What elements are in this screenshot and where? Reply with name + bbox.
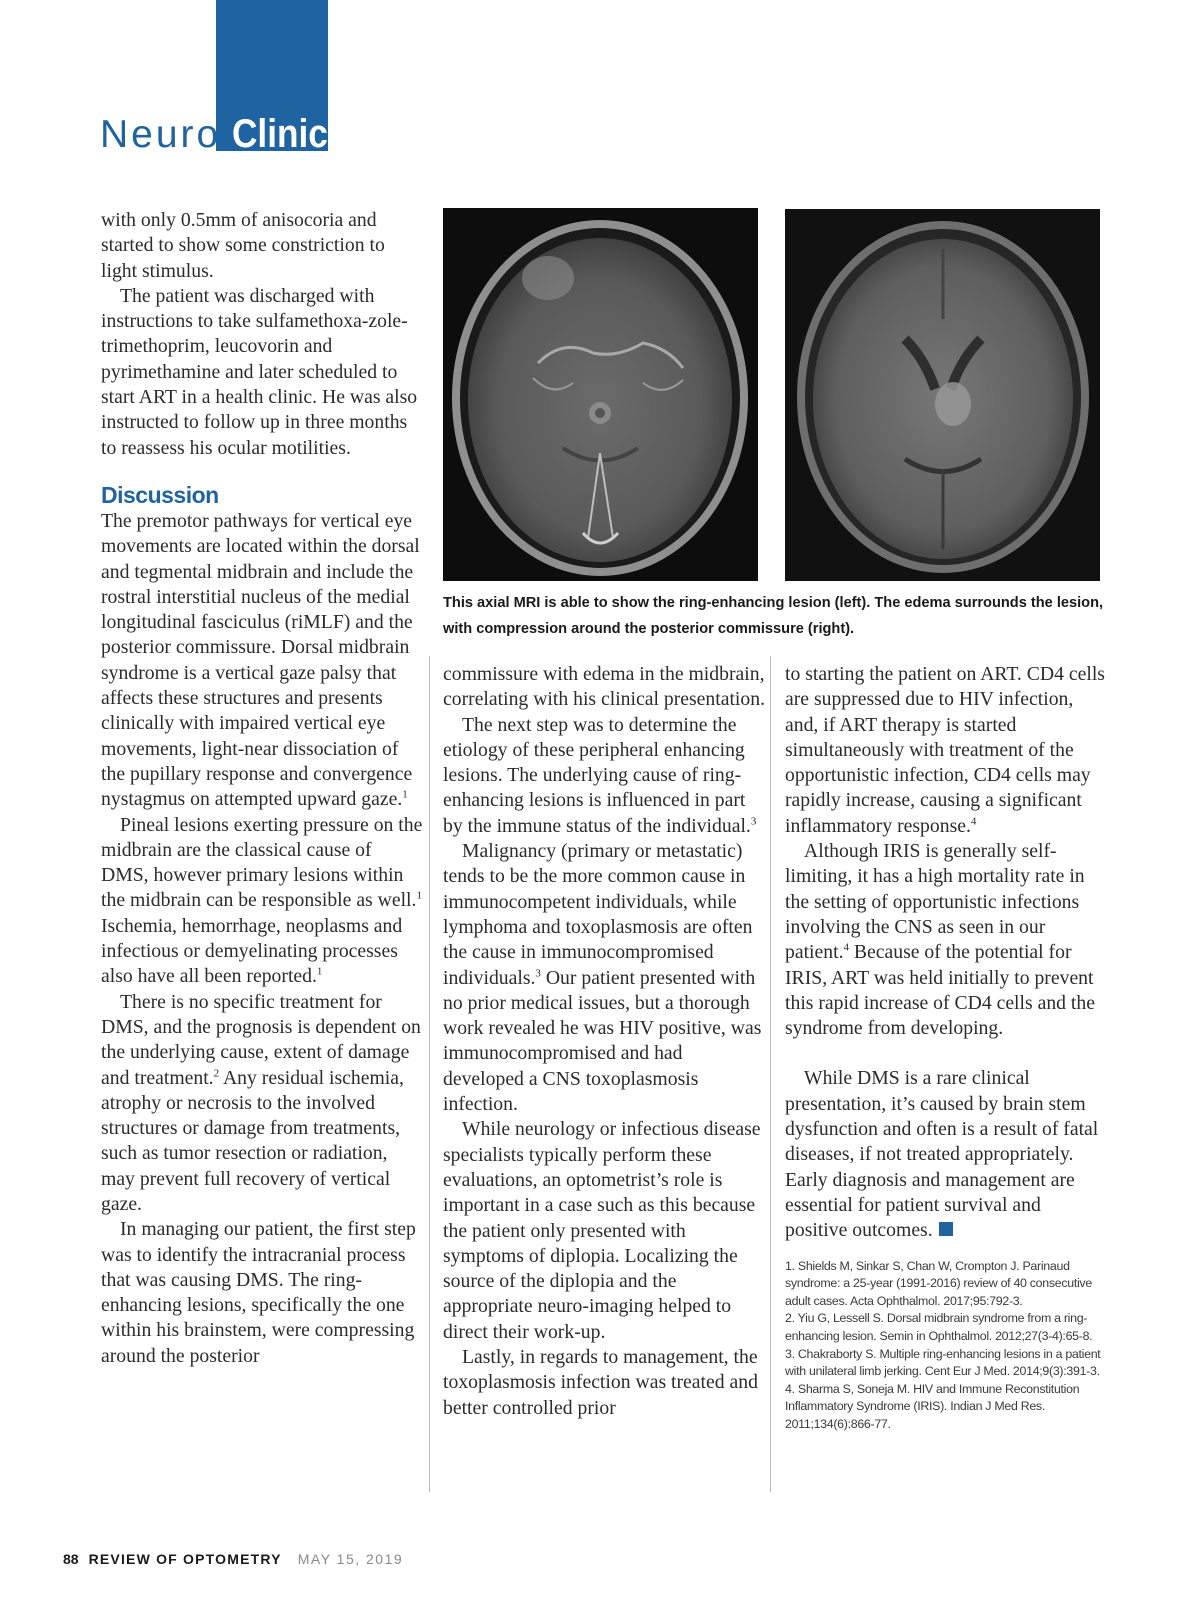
discussion-heading: Discussion bbox=[101, 481, 219, 508]
references-list bbox=[785, 1258, 1107, 1434]
col1-p4b-text: Ischemia, hemorrhage, neoplasms and infectious or demyelinating processes also have all been reported. bbox=[101, 914, 403, 988]
figure-caption: This axial MRI is able to show the ring-enhancing lesion (left). The edema surrounds the lesion, with compression around the posterior commissure (right). bbox=[443, 595, 1104, 637]
col3-p2b-text: Because of the potential for IRIS, ART was held initially to prevent this rapid increase of CD4 cells and the syndrome from developing. bbox=[785, 941, 1095, 1040]
column-divider bbox=[429, 656, 430, 1492]
section-title bbox=[100, 104, 341, 154]
ref-marker: 1 bbox=[416, 889, 422, 902]
ref-marker: 1 bbox=[402, 788, 408, 801]
col2-paragraph-5: Lastly, in regards to management, the toxoplasmosis infection was treated and better controlled prior bbox=[443, 1346, 758, 1419]
publication-name: REVIEW OF OPTOMETRY bbox=[88, 1551, 282, 1567]
column-divider bbox=[770, 656, 771, 1492]
issue-date: MAY 15, 2019 bbox=[297, 1551, 404, 1567]
col3-p3-text: While DMS is a rare clinical presentation, it’s caused by brain stem dysfunction and often is a result of fatal diseases, if not treated appropriately. Early diagnosis and management are essential for patient survival and positive outcomes. bbox=[785, 1067, 1099, 1242]
section-title-clinic: Clinic bbox=[232, 112, 329, 156]
article-column-1 bbox=[101, 208, 423, 1369]
col1-paragraph-1: with only 0.5mm of anisocoria and started to show some constriction to light stimulus. bbox=[101, 209, 385, 282]
mri-right-graphic bbox=[785, 209, 1100, 581]
reference-item: 2. Yiu G, Lessell S. Dorsal midbrain syndrome from a ring-enhancing lesion. Semin in Ophthalmol. 2012;27(3-4):65-8. bbox=[785, 1311, 1093, 1343]
page-number: 88 bbox=[63, 1551, 79, 1567]
ref-marker: 3 bbox=[750, 815, 757, 828]
ref-marker: 1 bbox=[316, 965, 323, 978]
col1-paragraph-4 bbox=[101, 813, 423, 990]
col1-p3-text: The premotor pathways for vertical eye movements are located within the dorsal and tegmental midbrain and include the rostral interstitial nucleus of the medial longitudinal fasciculus (riMLF) and the posterior commissure. Dorsal midbrain syndrome is a vertical gaze palsy that affects these structures and presents clinically with impaired vertical eye movements, light-near dissociation of the pupillary response and convergence nystagmus on attempted upward gaze. bbox=[101, 509, 420, 811]
section-title-neuro: Neuro bbox=[100, 113, 222, 156]
col2-paragraph-4: While neurology or infectious disease specialists typically perform these evaluations, an optometrist’s role is important in a case such as this because the patient only presented with symptoms of diplopia. Localizing the source of the diplopia and the appropriate neuro-imaging helped to direct their work-up. bbox=[443, 1118, 761, 1343]
reference-item: 3. Chakraborty S. Multiple ring-enhancing lesions in a patient with unilateral limb jerking. Cent Eur J Med. 2014;9(3):391-3. bbox=[785, 1346, 1101, 1379]
col2-paragraph-1: commissure with edema in the midbrain, correlating with his clinical presentation. bbox=[443, 663, 766, 711]
col2-p2-text: The next step was to determine the etiology of these peripheral enhancing lesions. The underlying cause of ring-enhancing lesions is influenced in part by the immune status of the individual. bbox=[443, 713, 751, 837]
article-end-mark bbox=[939, 1222, 953, 1236]
ref-marker: 2 bbox=[213, 1066, 220, 1079]
col3-p1-text: to starting the patient on ART. CD4 cells are suppressed due to HIV infection, and, if ART therapy is started simultaneously with treatment of the opportunistic infection, CD4 cells may rapidly increase, causing a significant inflammatory response. bbox=[785, 663, 1105, 837]
page-footer bbox=[63, 1551, 403, 1567]
col1-paragraph-5 bbox=[101, 990, 423, 1218]
col3-p2a-text: Although IRIS is generally self-limiting, it has a high mortality rate in the setting of opportunistic infections involving the CNS as seen in our patient. bbox=[785, 840, 1085, 964]
article-column-2 bbox=[443, 662, 765, 1421]
ref-marker: 3 bbox=[535, 967, 541, 979]
col3-paragraph-1 bbox=[785, 662, 1107, 839]
reference-item: 4. Sharma S, Soneja M. HIV and Immune Reconstitution Inflammatory Syndrome (IRIS). Indian J Med Res. 2011;134(6):866-77. bbox=[785, 1381, 1080, 1431]
col2-paragraph-2 bbox=[443, 713, 765, 839]
ref-marker: 4 bbox=[843, 941, 849, 954]
col3-paragraph-2 bbox=[785, 839, 1107, 1041]
col1-p4a-text: Pineal lesions exerting pressure on the midbrain are the classical cause of DMS, however primary lesions within the midbrain can be responsible as well. bbox=[101, 813, 423, 912]
mri-image-right bbox=[785, 209, 1100, 581]
col1-p5b-text: Any residual ischemia, atrophy or necrosis to the involved structures or damage from treatments, such as tumor resection or radiation, may prevent full recovery of vertical gaze. bbox=[101, 1066, 404, 1215]
ref-marker: 4 bbox=[970, 815, 977, 828]
col1-paragraph-3 bbox=[101, 509, 423, 813]
mri-left-graphic bbox=[443, 208, 758, 581]
article-column-3 bbox=[785, 662, 1107, 1433]
col1-p5a-text: There is no specific treatment for DMS, and the prognosis is dependent on the underlying cause, extent of damage and treatment. bbox=[101, 990, 421, 1089]
col2-paragraph-3 bbox=[443, 839, 765, 1117]
col3-paragraph-3 bbox=[785, 1066, 1107, 1243]
col2-p3b-text: Our patient presented with no prior medical issues, but a thorough work revealed he was HIV positive, was immunocompromised and had developed a CNS toxoplasmosis infection. bbox=[443, 966, 762, 1116]
reference-item: 1. Shields M, Sinkar S, Chan W, Crompton J. Parinaud syndrome: a 25-year (1991-2016) review of 40 consecutive adult cases. Acta Ophthalmol. 2017;95:792-3. bbox=[785, 1258, 1092, 1308]
col1-paragraph-6: In managing our patient, the first step was to identify the intracranial process that was causing DMS. The ring-enhancing lesions, specifically the one within his brainstem, were compressing around the posterior bbox=[101, 1218, 416, 1367]
mri-image-left bbox=[443, 208, 758, 581]
col2-p3a-text: Malignancy (primary or metastatic) tends to be the more common cause in immunocompetent individuals, while lymphoma and toxoplasmosis are often the cause in immunocompromised individuals. bbox=[443, 840, 753, 989]
col1-paragraph-2: The patient was discharged with instructions to take sulfamethoxa-zole-trimethoprim, leucovorin and pyrimethamine and later scheduled to start ART in a health clinic. He was also instructed to follow up in three months to reassess his ocular motilities. bbox=[101, 284, 418, 459]
